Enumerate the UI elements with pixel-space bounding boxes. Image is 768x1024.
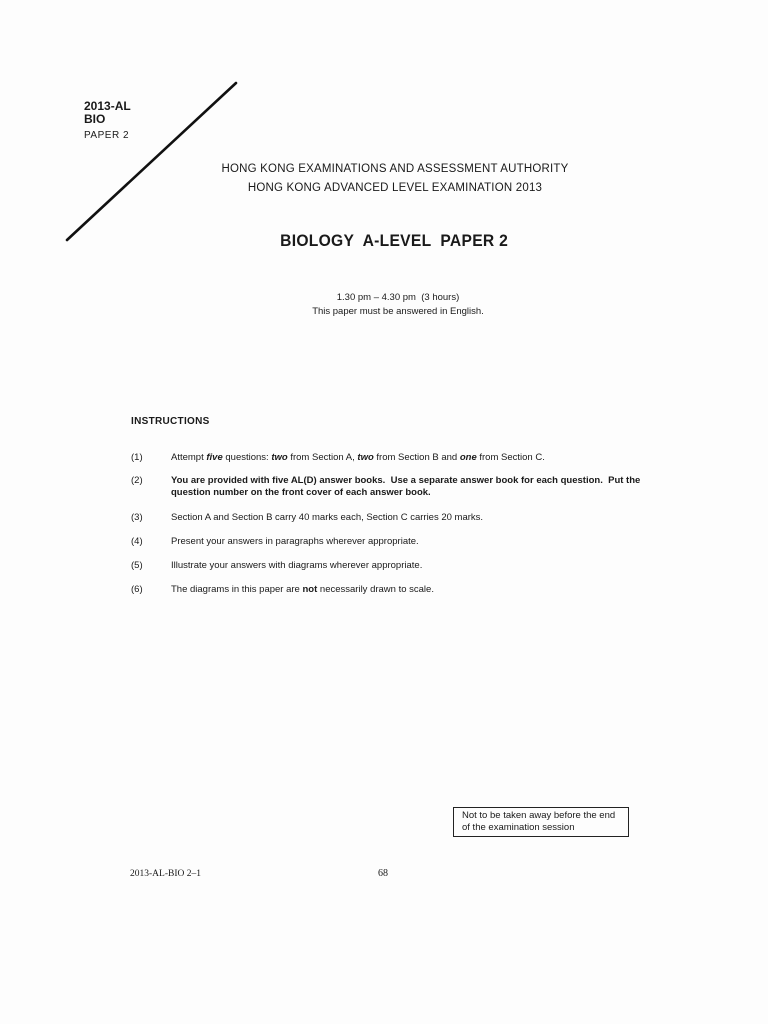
instruction-text: Present your answers in paragraphs wherever appropriate. xyxy=(171,536,419,547)
instruction-text: The diagrams in this paper are not necessarily drawn to scale. xyxy=(171,584,434,595)
authority-heading xyxy=(0,160,768,198)
footer-paper-code: 2013-AL-BIO 2–1 xyxy=(130,869,201,879)
paper-title: BIOLOGY A-LEVEL PAPER 2 xyxy=(280,231,509,250)
instruction-text: Section A and Section B carry 40 marks each, Section C carries 20 marks. xyxy=(171,512,484,523)
instruction-number: (4) xyxy=(131,536,143,547)
instruction-text: Attempt five questions: two from Section A, two from Section B and one from Section C. xyxy=(171,452,545,463)
instruction-text: You are provided with five AL(D) answer books. Use a separate answer book for each question. Put the question number on the front cover of each answer book. xyxy=(171,475,643,498)
timing-block xyxy=(0,291,768,319)
authority-line-2: HONG KONG ADVANCED LEVEL EXAMINATION 2013 xyxy=(247,182,543,194)
exam-time: 1.30 pm – 4.30 pm (3 hours) xyxy=(336,292,460,303)
instruction-number: (2) xyxy=(131,475,143,486)
instruction-number: (6) xyxy=(131,584,143,595)
instruction-number: (1) xyxy=(131,452,143,463)
subject-code: BIO xyxy=(84,112,106,126)
authority-line-1: HONG KONG EXAMINATIONS AND ASSESSMENT AUTHORITY xyxy=(221,163,569,175)
paper-code-block xyxy=(84,100,131,143)
paper-code: PAPER 2 xyxy=(84,130,129,141)
notice-box: Not to be taken away before the end of the examination session xyxy=(453,807,629,837)
exam-code: 2013-AL xyxy=(84,99,131,113)
instruction-text: Illustrate your answers with diagrams wherever appropriate. xyxy=(171,560,423,571)
language-note: This paper must be answered in English. xyxy=(312,306,484,317)
instruction-number: (3) xyxy=(131,512,143,523)
page-number: 68 xyxy=(378,868,388,879)
instruction-number: (5) xyxy=(131,560,143,571)
instructions-heading: INSTRUCTIONS xyxy=(131,416,210,427)
